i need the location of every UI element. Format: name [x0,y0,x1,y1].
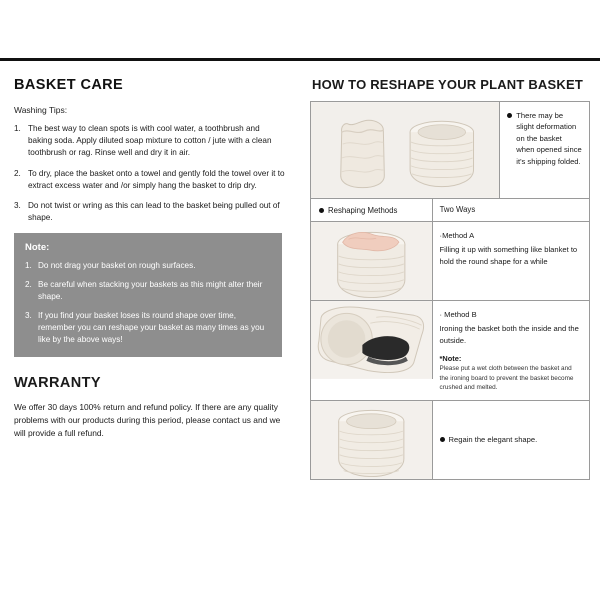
note-title: Note: [25,242,50,254]
basket-care-title: BASKET CARE [14,77,124,93]
row1-note-text: There may be slight deformation on the basket when opened since it's shipping folded. [516,111,582,166]
row1-note-cell [500,102,589,198]
list-item [14,200,286,224]
list-item-number: 3. [14,201,21,211]
bullet-icon [440,437,445,442]
reshaping-methods-label-cell [311,199,433,221]
note-list-item [25,310,271,346]
bullet-icon [319,208,324,213]
washing-tips-label: Washing Tips: [14,105,68,115]
reshaping-methods-value-cell [433,199,589,221]
method-b-label: · Method B [439,310,477,319]
note-item-number: 2. [25,280,32,290]
document-content [0,61,600,541]
method-a-text: Filling it up with something like blanket to hold the round shape for a while [439,245,578,266]
method-b-note-text: Please put a wet cloth between the basket and the ironing board to prevent the basket become crushed and melted. [439,365,574,391]
list-item-text: Do not twist or wring as this can lead to the basket being pulled out of shape. [28,201,280,223]
folded-baskets-illustration [311,102,500,198]
result-illustration [311,401,433,479]
note-list-item [25,260,271,272]
reshape-table [310,101,590,480]
table-row [311,301,589,401]
warranty-text: We offer 30 days 100% return and refund policy. If there are any quality problems with our products during this period, please contact us and we will provide a full refund. [14,401,281,438]
method-a-label: ·Method A [439,231,475,240]
note-item-text: Do not drag your basket on rough surfaces. [38,261,196,271]
list-item [14,123,286,159]
table-row [311,199,589,222]
note-item-number: 1. [25,261,32,271]
note-list-item [25,279,271,303]
method-a-cell [433,222,589,300]
method-b-text: Ironing the basket both the inside and the outside. [439,324,579,345]
list-item-text: To dry, place the basket onto a towel and gently fold the towel over it to extract excess water and /or simply hang the basket to drip dry. [28,168,285,190]
warranty-title: WARRANTY [14,374,101,391]
reshaping-methods-value: Two Ways [439,205,476,214]
list-item-number: 2. [14,168,21,178]
washing-tips-list [14,123,286,224]
note-item-text: Be careful when stacking your baskets as this might alter their shape. [38,280,263,302]
list-item-text: The best way to clean spots is with cool water, a toothbrush and baking soda. Apply diluted soap mixture to cotton / jute with a clean toothbrush or rag. Rinse well and dry it in air. [28,124,272,157]
table-row [311,401,589,479]
list-item [14,168,286,192]
basket-care-section [0,61,300,541]
method-a-illustration [311,222,433,300]
note-box [14,233,282,356]
note-item-number: 3. [25,310,32,320]
list-item-number: 1. [14,124,21,133]
reshape-title: HOW TO RESHAPE YOUR PLANT BASKET [312,77,583,92]
reshape-section [300,61,600,541]
result-cell [433,401,589,479]
bullet-icon [507,113,512,118]
table-row [311,102,589,199]
table-row [311,222,589,301]
note-item-text: If you find your basket loses its round shape over time, remember you can reshape your basket as many times as you like by the above ways! [38,310,265,344]
result-text: Regain the elegant shape. [448,435,538,445]
method-b-note-title: *Note: [439,354,462,364]
method-b-cell [433,301,589,400]
method-b-illustration [311,301,433,379]
reshaping-methods-label: Reshaping Methods [328,205,398,215]
